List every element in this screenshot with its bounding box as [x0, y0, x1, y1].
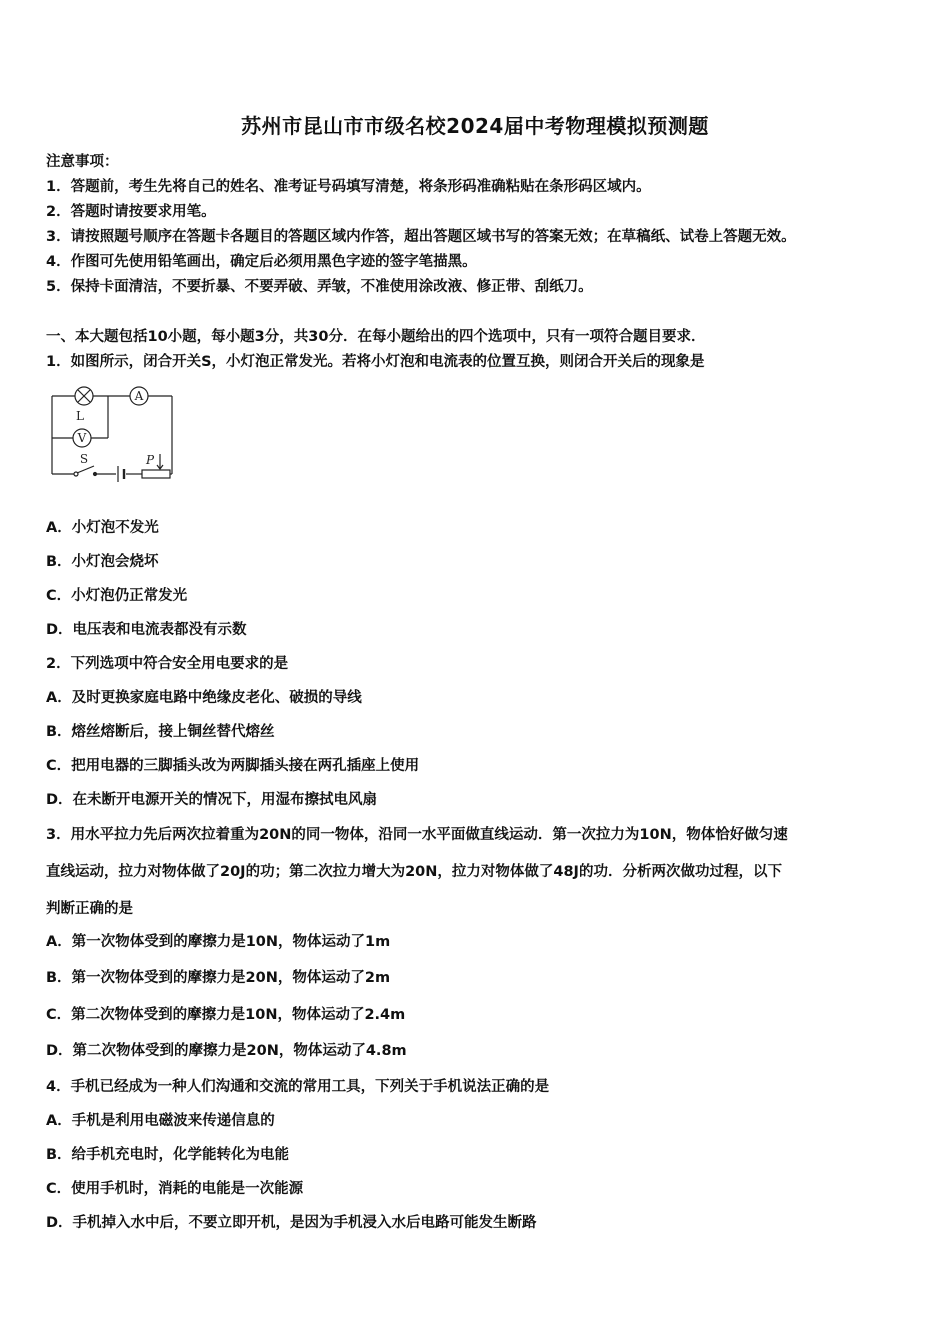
q1-option-d: D．电压表和电流表都没有示数 — [46, 622, 247, 638]
notice-item: 1．答题前，考生先将自己的姓名、准考证号码填写清楚，将条形码准确粘贴在条形码区域内。 — [46, 179, 651, 195]
q4-option-d: D．手机掉入水中后，不要立即开机，是因为手机浸入水后电路可能发生断路 — [46, 1215, 537, 1231]
q4-option-b: B．给手机充电时，化学能转化为电能 — [46, 1147, 290, 1163]
page-title: 苏州市昆山市市级名校2024届中考物理模拟预测题 — [241, 114, 709, 138]
q2-stem: 2．下列选项中符合安全用电要求的是 — [46, 656, 289, 672]
voltmeter-label: V — [77, 431, 87, 445]
slider-label: P — [145, 453, 155, 467]
q2-option-a: A．及时更换家庭电路中绝缘皮老化、破损的导线 — [46, 690, 362, 706]
q4-stem: 4．手机已经成为一种人们沟通和交流的常用工具，下列关于手机说法正确的是 — [46, 1079, 550, 1095]
notice-header: 注意事项： — [46, 154, 119, 170]
q2-option-c: C．把用电器的三脚插头改为两脚插头接在两孔插座上使用 — [46, 758, 420, 774]
voltmeter-symbol — [73, 429, 91, 447]
section-intro: 一、本大题包括10小题，每小题3分，共30分．在每小题给出的四个选项中，只有一项符合题目要求． — [46, 329, 706, 345]
q1-stem: 1．如图所示，闭合开关S，小灯泡正常发光。若将小灯泡和电流表的位置互换，则闭合开关后的现象是 — [46, 354, 705, 370]
lamp-label: L — [76, 409, 84, 423]
notice-item: 4．作图可先使用铅笔画出，确定后必须用黑色字迹的签字笔描黑。 — [46, 254, 477, 270]
battery-symbol — [118, 466, 124, 482]
switch-label: S — [79, 452, 89, 466]
q2-option-b: B．熔丝熔断后，接上铜丝替代熔丝 — [46, 724, 275, 740]
q3-stem-line: 直线运动，拉力对物体做了20J的功；第二次拉力增大为20N，拉力对物体做了48J的功．分析两次做功过程，以下 — [46, 864, 782, 880]
q1-option-c: C．小灯泡仍正常发光 — [46, 588, 188, 604]
switch-symbol — [74, 466, 97, 476]
notice-item: 2．答题时请按要求用笔。 — [46, 204, 216, 220]
q3-stem-line: 判断正确的是 — [46, 901, 133, 917]
q3-option-c: C．第二次物体受到的摩擦力是10N，物体运动了2.4m — [46, 1007, 406, 1023]
q1-option-b: B．小灯泡会烧坏 — [46, 554, 159, 570]
ammeter-label: A — [134, 389, 144, 403]
q3-option-a: A．第一次物体受到的摩擦力是10N，物体运动了1m — [46, 934, 391, 950]
q3-option-d: D．第二次物体受到的摩擦力是20N，物体运动了4.8m — [46, 1043, 407, 1059]
notice-item: 5．保持卡面清洁，不要折暴、不要弄破、弄皱，不准使用涂改液、修正带、刮纸刀。 — [46, 279, 593, 295]
q2-option-d: D．在未断开电源开关的情况下，用湿布擦拭电风扇 — [46, 792, 378, 808]
q4-option-a: A．手机是利用电磁波来传递信息的 — [46, 1113, 275, 1129]
circuit-diagram — [44, 382, 184, 482]
lamp-symbol — [75, 387, 93, 405]
q1-option-a: A．小灯泡不发光 — [46, 520, 159, 536]
q3-option-b: B．第一次物体受到的摩擦力是20N，物体运动了2m — [46, 970, 391, 986]
q3-stem-line: 3．用水平拉力先后两次拉着重为20N的同一物体，沿同一水平面做直线运动．第一次拉力为10N，物体恰好做匀速 — [46, 827, 788, 843]
notice-item: 3．请按照题号顺序在答题卡各题目的答题区域内作答，超出答题区域书写的答案无效；在草稿纸、试卷上答题无效。 — [46, 229, 796, 245]
q4-option-c: C．使用手机时，消耗的电能是一次能源 — [46, 1181, 304, 1197]
ammeter-symbol — [130, 387, 148, 405]
